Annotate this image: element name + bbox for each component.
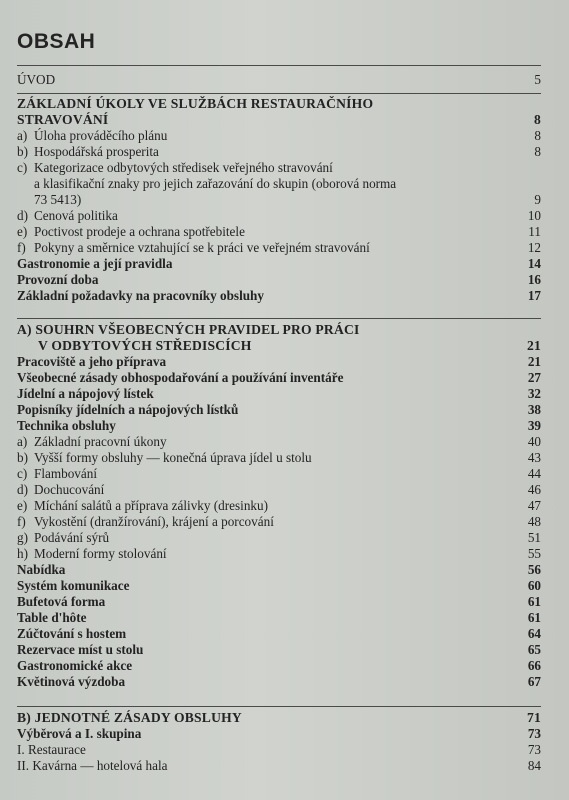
toc-entry[interactable]: e) Míchání salátů a příprava zálivky (dresinku) 47 <box>17 498 541 513</box>
toc-entry[interactable] <box>17 288 541 304</box>
toc-entry-page: 8 <box>534 128 541 143</box>
toc-entry[interactable] <box>17 726 541 742</box>
toc-entry[interactable] <box>17 192 541 208</box>
toc-entry-page: 8 <box>534 144 541 159</box>
toc-entry-text: Gastronomické akce <box>17 658 133 673</box>
toc-entry-text: Všeobecné zásady obhospodařování a používání inventáře <box>17 370 344 385</box>
toc-entry-page: 46 <box>527 482 541 497</box>
divider <box>17 706 541 707</box>
toc-entry[interactable]: g) Podávání sýrů 51 <box>17 530 541 545</box>
toc-entry-page: 11 <box>528 224 541 239</box>
toc-entry[interactable] <box>17 72 541 88</box>
toc-entry-page: 84 <box>527 758 541 773</box>
section-heading-line: STRAVOVÁNÍ <box>17 112 109 127</box>
toc-entry-text: Gastronomie a její pravidla <box>17 256 173 271</box>
toc-entry-page: 17 <box>527 288 541 303</box>
toc-entry-page: 16 <box>527 272 541 287</box>
toc-entry-text: Provozní doba <box>17 272 99 287</box>
toc-entry-page: 61 <box>527 610 541 625</box>
toc-entry-text: Nabídka <box>17 562 66 577</box>
toc-entry-page: 38 <box>527 402 541 417</box>
section-heading[interactable] <box>17 338 541 354</box>
toc-entry[interactable] <box>17 354 541 370</box>
toc-entry[interactable]: d) Dochucování 46 <box>17 482 541 497</box>
toc-entry-text: Úloha prováděcího plánu <box>34 128 168 143</box>
toc-entry-text: Flambování <box>34 466 98 481</box>
divider <box>17 318 541 319</box>
toc-entry-text: Míchání salátů a příprava zálivky (dresinku) <box>34 498 268 513</box>
toc-entry-page: 21 <box>527 354 541 369</box>
toc-entry-page: 14 <box>527 256 541 271</box>
toc-entry-text: Cenová politika <box>34 208 118 223</box>
toc-entry[interactable] <box>17 272 541 288</box>
toc-section-b <box>17 710 541 774</box>
toc-entry-text: Vyšší formy obsluhy — konečná úprava jídel u stolu <box>34 450 312 465</box>
toc-entry[interactable]: c) Flambování 44 <box>17 466 541 481</box>
toc-entry-text: Výběrová a I. skupina <box>17 726 142 741</box>
section-heading[interactable] <box>17 112 541 128</box>
toc-entry[interactable] <box>17 594 541 610</box>
toc-entry[interactable] <box>17 256 541 272</box>
page-title: OBSAH <box>17 30 96 53</box>
toc-entry[interactable] <box>17 562 541 578</box>
toc-entry[interactable] <box>17 642 541 658</box>
toc-entry-page: 67 <box>527 674 541 689</box>
toc-entry[interactable] <box>17 386 541 402</box>
toc-entry-text: II. Kavárna — hotelová hala <box>17 758 168 773</box>
toc-entry-page: 71 <box>527 710 541 725</box>
toc-entry[interactable] <box>17 626 541 642</box>
toc-entry-page: 61 <box>527 594 541 609</box>
toc-entry-text: Základní požadavky na pracovníky obsluhy <box>17 288 264 303</box>
toc-entry-text: 73 5413) <box>34 192 82 207</box>
toc-entry[interactable] <box>17 658 541 674</box>
toc-entry-text: I. Restaurace <box>17 742 86 757</box>
toc-entry-page: 73 <box>527 726 541 741</box>
toc-entry-text: Pracoviště a jeho příprava <box>17 354 167 369</box>
toc-entry[interactable] <box>17 610 541 626</box>
toc-entry[interactable]: b) Vyšší formy obsluhy — konečná úprava jídel u stolu 43 <box>17 450 541 465</box>
toc-entry-page: 47 <box>527 498 541 513</box>
toc-entry-page: 73 <box>527 742 541 757</box>
section-heading-line: B) JEDNOTNÉ ZÁSADY OBSLUHY <box>17 710 242 725</box>
toc-entry-line[interactable]: c) Kategorizace odbytových středisek veřejného stravování <box>17 160 333 175</box>
toc-entry[interactable]: b) Hospodářská prosperita 8 <box>17 144 541 159</box>
toc-entry[interactable]: a) Úloha prováděcího plánu 8 <box>17 128 541 143</box>
toc-entry-page: 40 <box>527 434 541 449</box>
toc-entry-page: 64 <box>527 626 541 641</box>
toc-entry[interactable]: d) Cenová politika 10 <box>17 208 541 223</box>
toc-entry-text: Table d'hôte <box>17 610 87 625</box>
section-heading-line: A) SOUHRN VŠEOBECNÝCH PRAVIDEL PRO PRÁCI <box>17 322 360 337</box>
toc-entry-text: Podávání sýrů <box>34 530 110 545</box>
toc-entry-page: 51 <box>527 530 541 545</box>
toc-entry-page: 21 <box>527 338 541 353</box>
toc-entry-text: Popisníky jídelních a nápojových lístků <box>17 402 239 417</box>
toc-entry-text: Hospodářská prosperita <box>34 144 159 159</box>
toc-entry-text: Systém komunikace <box>17 578 130 593</box>
toc-entry-page: 66 <box>527 658 541 673</box>
toc-entry[interactable]: e) Poctivost prodeje a ochrana spotřebitele 11 <box>17 224 541 239</box>
toc-entry-text: Základní pracovní úkony <box>34 434 167 449</box>
toc-entry-text: Pokyny a směrnice vztahující se k práci ve veřejném stravování <box>34 240 370 255</box>
toc-entry[interactable] <box>17 578 541 594</box>
toc-entry-text: a klasifikační znaky pro jejich zařazování do skupin (oborová norma <box>34 176 397 191</box>
toc-entry-page: 55 <box>527 546 541 561</box>
toc-entry-text: ÚVOD <box>17 72 56 87</box>
toc-entry[interactable] <box>17 758 541 774</box>
toc-entry[interactable] <box>17 742 541 758</box>
toc-entry[interactable] <box>17 402 541 418</box>
toc-entry[interactable] <box>17 370 541 386</box>
toc-entry-page: 5 <box>534 72 541 87</box>
toc-entry-page: 60 <box>527 578 541 593</box>
toc-entry[interactable] <box>17 674 541 690</box>
toc-entry-text: Moderní formy stolování <box>34 546 167 561</box>
toc-entry-page: 27 <box>527 370 541 385</box>
toc-entry-page: 12 <box>527 240 541 255</box>
toc-entry[interactable]: h) Moderní formy stolování 55 <box>17 546 541 561</box>
toc-section-a <box>17 322 541 690</box>
toc-entry-page: 65 <box>527 642 541 657</box>
toc-entry-page: 9 <box>534 192 541 207</box>
toc-entry[interactable] <box>17 418 541 434</box>
toc-entry-page: 56 <box>527 562 541 577</box>
toc-entry-text: Kategorizace odbytových středisek veřejného stravování <box>34 160 333 175</box>
section-heading-line: V ODBYTOVÝCH STŘEDISCÍCH <box>38 338 252 353</box>
toc-entry-text: Květinová výzdoba <box>17 674 126 689</box>
toc-entry-page: 43 <box>527 450 541 465</box>
toc-entry-text: Technika obsluhy <box>17 418 116 433</box>
toc-entry-text: Poctivost prodeje a ochrana spotřebitele <box>34 224 245 239</box>
toc-entry-text: Jídelní a nápojový lístek <box>17 386 154 401</box>
section-heading[interactable] <box>17 710 541 726</box>
toc-entry-page: 8 <box>534 112 541 127</box>
toc-entry-text: Rezervace míst u stolu <box>17 642 144 657</box>
toc-entry[interactable]: f) Pokyny a směrnice vztahující se k práci ve veřejném stravování 12 <box>17 240 541 255</box>
toc-entry-text: Vykostění (dranžírování), krájení a porcování <box>34 514 274 529</box>
divider <box>17 65 541 66</box>
toc-section-intro <box>17 72 541 88</box>
toc-entry[interactable]: f) Vykostění (dranžírování), krájení a porcování 48 <box>17 514 541 529</box>
toc-entry-text: Dochucování <box>34 482 105 497</box>
toc-section-basic-tasks <box>17 96 541 304</box>
toc-entry-page: 10 <box>527 208 541 223</box>
toc-entry[interactable]: a) Základní pracovní úkony 40 <box>17 434 541 449</box>
toc-entry-text: Bufetová forma <box>17 594 106 609</box>
toc-entry-page: 44 <box>527 466 541 481</box>
divider <box>17 93 541 94</box>
section-heading-line: ZÁKLADNÍ ÚKOLY VE SLUŽBÁCH RESTAURAČNÍHO <box>17 96 374 111</box>
toc-entry-page: 48 <box>527 514 541 529</box>
toc-entry-text: Zúčtování s hostem <box>17 626 127 641</box>
toc-entry-page: 32 <box>527 386 541 401</box>
toc-entry-line[interactable] <box>17 176 541 192</box>
toc-entry-page: 39 <box>527 418 541 433</box>
